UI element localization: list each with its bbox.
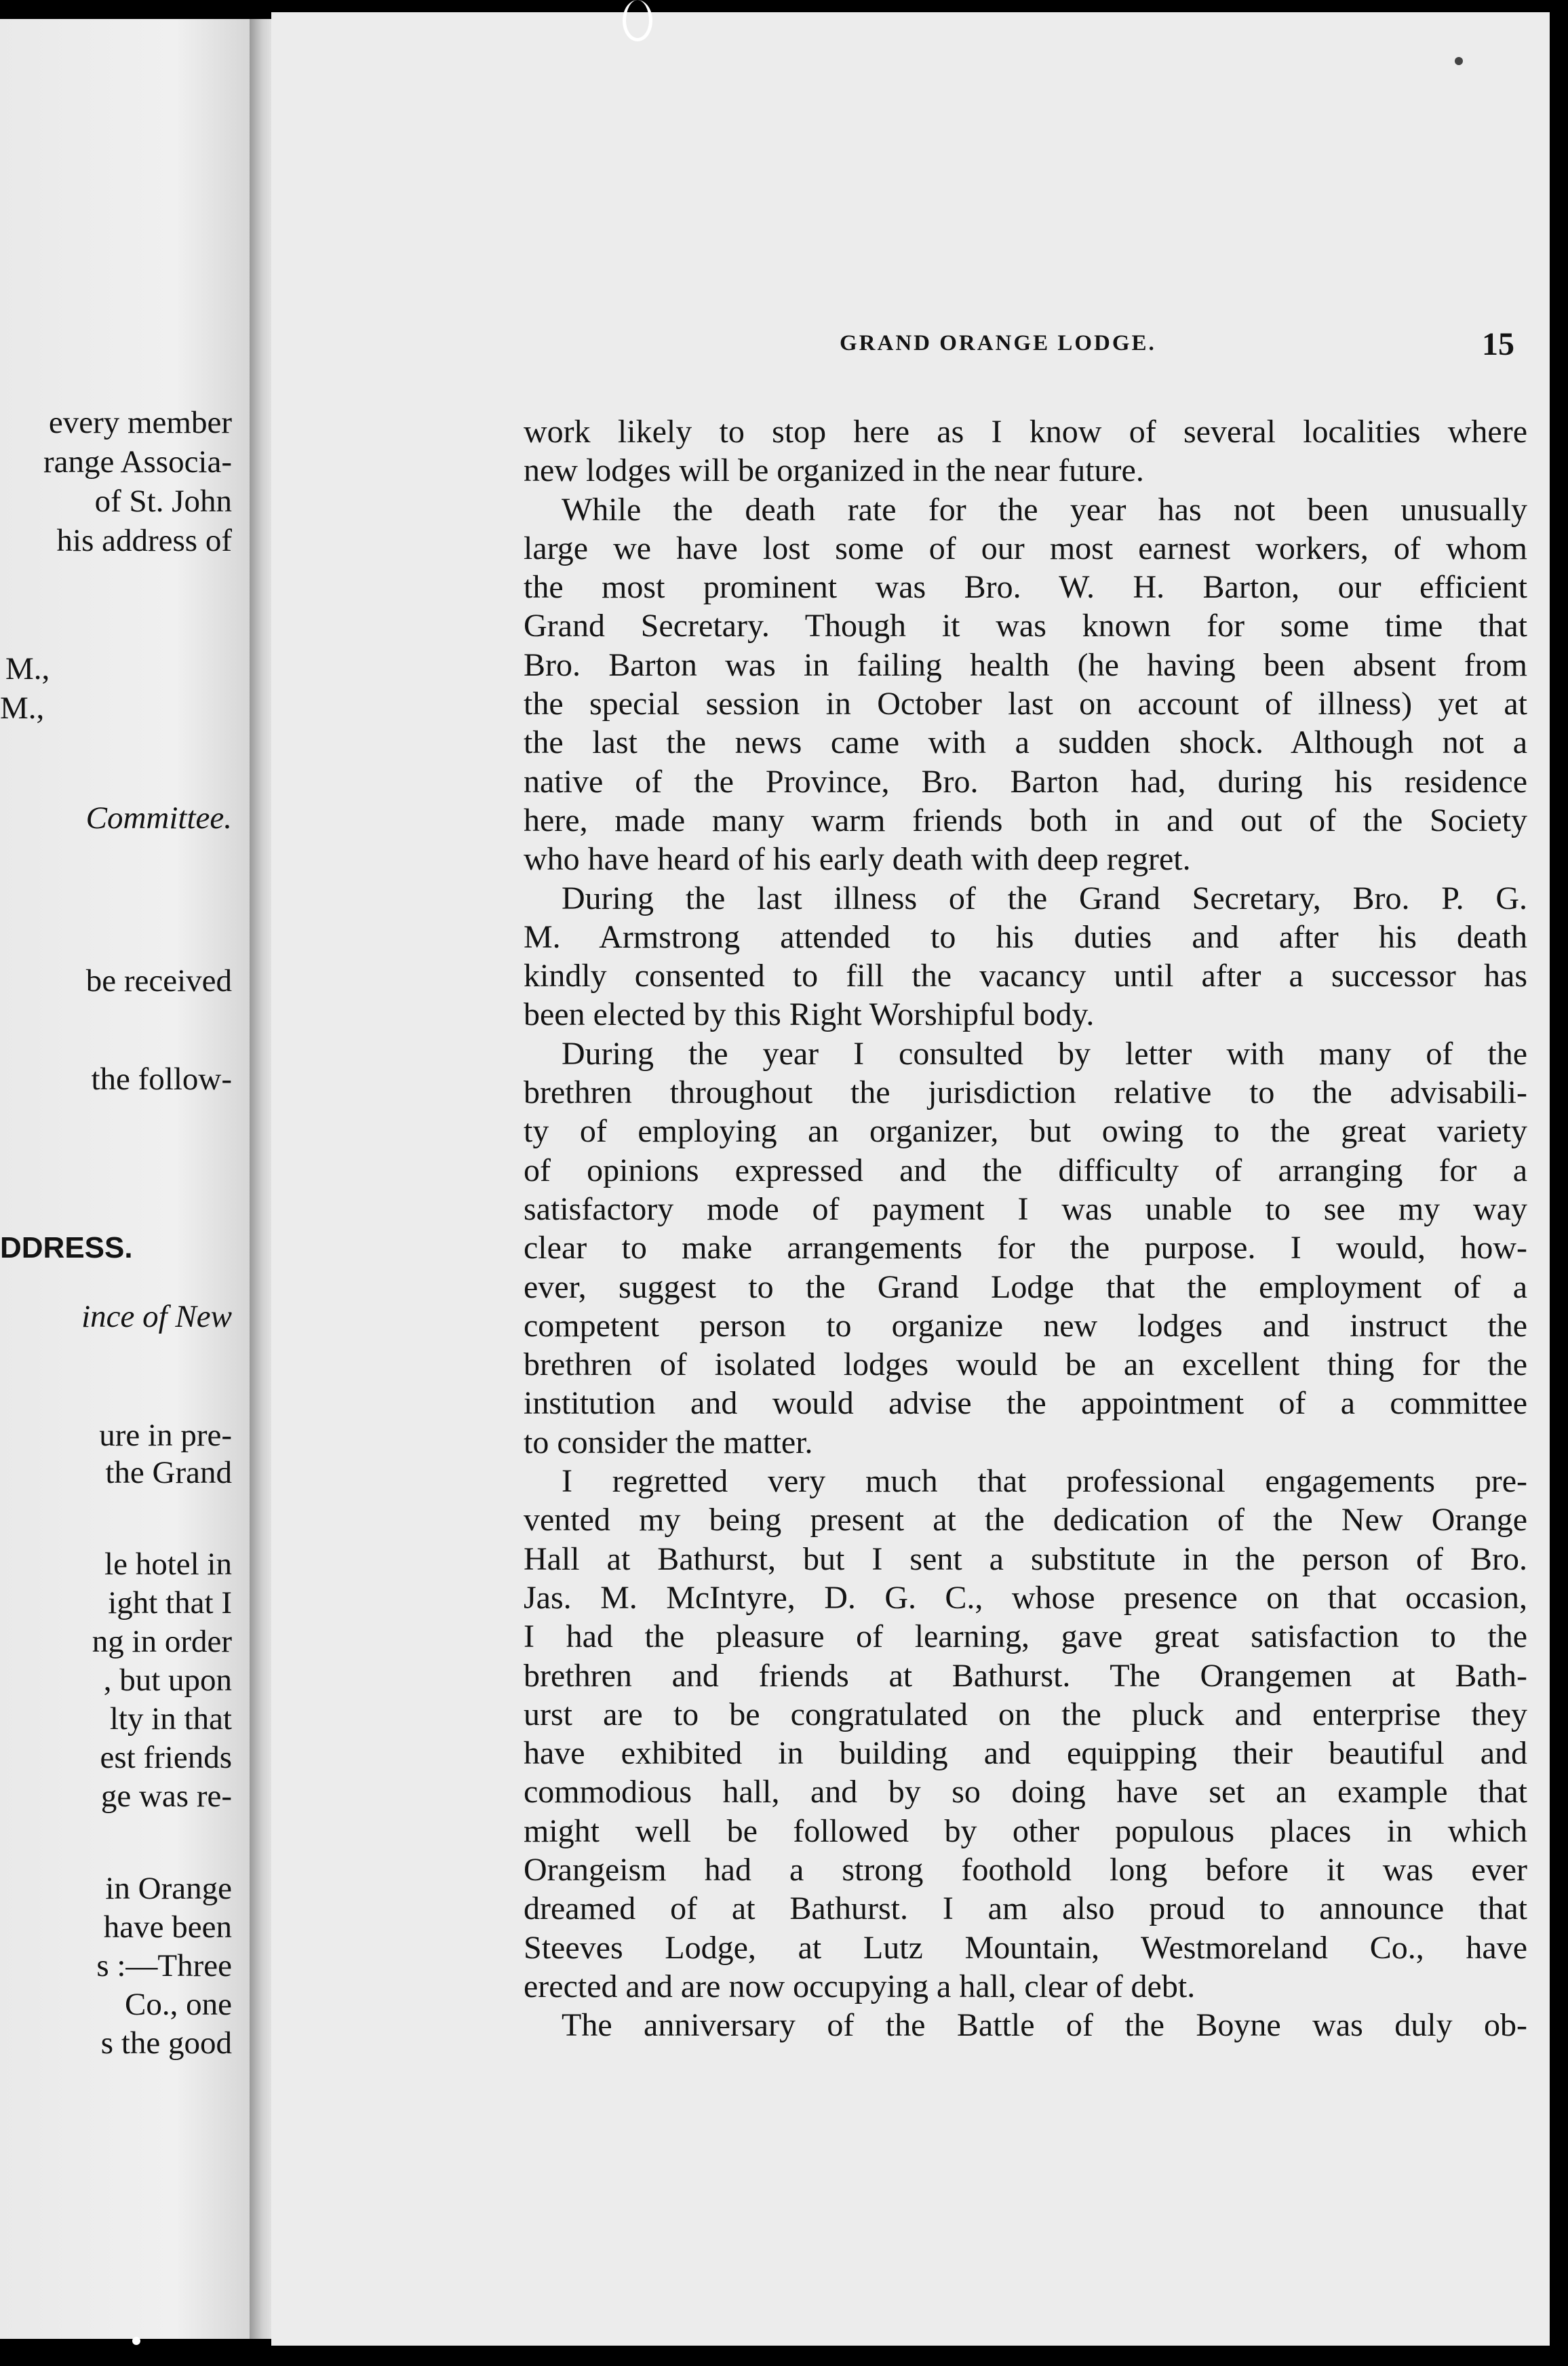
left-line: the Grand <box>105 1455 232 1490</box>
running-title: GRAND ORANGE LODGE. <box>840 331 1156 355</box>
body-text <box>524 412 1527 2044</box>
text-line: have exhibited in building and equipping their beautiful and <box>524 1735 1527 1772</box>
text-line: Bro. Barton was in failing health (he having been absent from <box>524 646 1527 683</box>
left-line: every member <box>48 405 232 440</box>
text-line: competent person to organize new lodges and instruct the <box>524 1307 1527 1344</box>
text-line: vented my being present at the dedication of the New Orange <box>524 1502 1527 1538</box>
left-line: s the good <box>100 2025 232 2061</box>
text-line: brethren and friends at Bathurst. The Orangemen at Bath- <box>524 1657 1527 1694</box>
text-line: dreamed of at Bathurst. I am also proud to announce that <box>524 1890 1527 1927</box>
left-line: the follow- <box>91 1062 232 1097</box>
text-line: During the year I consulted by letter with many of the <box>562 1035 1527 1072</box>
left-page-fragment <box>0 19 251 2339</box>
left-line: ng in order <box>92 1624 232 1659</box>
left-line: of St. John <box>94 484 232 519</box>
text-line: ever, suggest to the Grand Lodge that the employment of a <box>524 1268 1527 1305</box>
text-line: ty of employing an organizer, but owing to the great variety <box>524 1113 1527 1150</box>
text-line: to consider the matter. <box>524 1424 813 1460</box>
text-line: Hall at Bathurst, but I sent a substitute in the person of Bro. <box>524 1540 1527 1577</box>
text-line: M. Armstrong attended to his duties and after his death <box>524 918 1527 955</box>
text-line: Jas. M. McIntyre, D. G. C., whose presence on that occasion, <box>524 1579 1527 1616</box>
text-line: While the death rate for the year has not been unusually <box>562 491 1527 528</box>
text-line: the most prominent was Bro. W. H. Barton, our efficient <box>524 569 1527 606</box>
text-line: The anniversary of the Battle of the Boyne was duly ob- <box>562 2007 1527 2044</box>
left-line: in Orange <box>105 1871 232 1906</box>
text-line: the special session in October last on account of illness) yet at <box>524 686 1527 722</box>
book-gutter <box>250 19 273 2339</box>
text-line: brethren of isolated lodges would be an excellent thing for the <box>524 1346 1527 1383</box>
left-line: ince of New <box>81 1299 232 1334</box>
right-page <box>271 12 1550 2346</box>
text-line: the last the news came with a sudden shock. Although not a <box>524 724 1527 761</box>
text-line: been elected by this Right Worshipful body. <box>524 996 1095 1033</box>
text-line: native of the Province, Bro. Barton had, during his residence <box>524 763 1527 800</box>
left-line: be received <box>85 963 232 998</box>
left-line: s :—Three <box>96 1948 232 1983</box>
page-number: 15 <box>1482 326 1514 362</box>
text-line: might well be followed by other populous places in which <box>524 1812 1527 1849</box>
left-line: ge was re- <box>100 1779 232 1814</box>
left-line: Co., one <box>125 1987 232 2022</box>
left-line: M., <box>5 651 50 686</box>
left-line: Committee. <box>85 800 232 836</box>
left-line: range Associa- <box>43 444 232 480</box>
text-line: commodious hall, and by so doing have set an example that <box>524 1774 1527 1810</box>
left-line: M., <box>0 691 45 726</box>
text-line: who have heard of his early death with deep regret. <box>524 841 1191 878</box>
text-line: new lodges will be organized in the near future. <box>524 452 1144 489</box>
text-line: I regretted very much that professional engagements pre- <box>562 1463 1527 1500</box>
scan-mark <box>623 0 652 41</box>
left-line: ight that I <box>108 1585 232 1621</box>
text-line: During the last illness of the Grand Secretary, Bro. P. G. <box>562 880 1527 916</box>
left-line: est friends <box>100 1740 232 1775</box>
left-line: ure in pre- <box>99 1418 232 1453</box>
text-line: institution and would advise the appointment of a committee <box>524 1385 1527 1422</box>
left-heading: DDRESS. <box>0 1231 133 1264</box>
text-line: Steeves Lodge, at Lutz Mountain, Westmoreland Co., have <box>524 1929 1527 1966</box>
text-line: Orangeism had a strong foothold long before it was ever <box>524 1851 1527 1888</box>
text-line: large we have lost some of our most earnest workers, of whom <box>524 530 1527 566</box>
text-line: brethren throughout the jurisdiction relative to the advisabili- <box>524 1074 1527 1111</box>
text-line: erected and are now occupying a hall, clear of debt. <box>524 1968 1196 2004</box>
text-line: kindly consented to fill the vacancy until after a successor has <box>524 958 1527 994</box>
text-line: here, made many warm friends both in and out of the Society <box>524 802 1527 838</box>
scan-speck <box>132 2337 140 2345</box>
text-line: I had the pleasure of learning, gave great satisfaction to the <box>524 1618 1527 1655</box>
left-line: le hotel in <box>104 1547 232 1582</box>
left-line: his address of <box>56 523 232 558</box>
text-line: Grand Secretary. Though it was known for some time that <box>524 608 1527 644</box>
text-line: of opinions expressed and the difficulty of arranging for a <box>524 1152 1527 1188</box>
left-line: have been <box>103 1909 232 1945</box>
text-line: clear to make arrangements for the purpose. I would, how- <box>524 1230 1527 1266</box>
text-line: urst are to be congratulated on the pluck and enterprise they <box>524 1696 1527 1732</box>
left-line: , but upon <box>103 1663 232 1698</box>
left-line: lty in that <box>109 1701 232 1737</box>
scan-speck <box>1455 57 1463 65</box>
text-line: satisfactory mode of payment I was unable to see my way <box>524 1190 1527 1227</box>
text-line: work likely to stop here as I know of several localities where <box>524 414 1527 450</box>
